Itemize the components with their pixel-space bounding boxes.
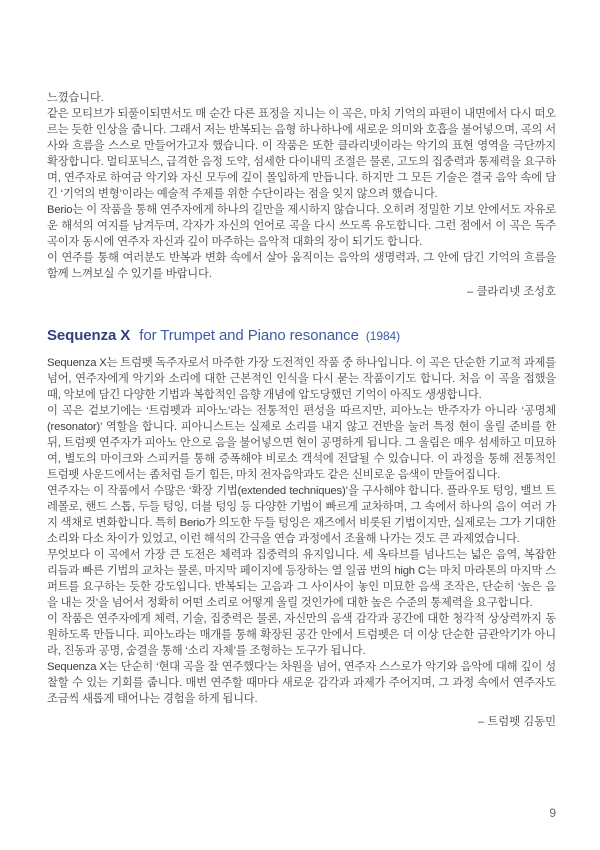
piece-subtitle: for Trumpet and Piano resonance bbox=[139, 327, 359, 344]
paragraph: 같은 모티브가 되풀이되면서도 매 순간 다른 표정을 지니는 이 곡은, 마치 기억의 파편이 내면에서 다시 떠오르는 듯한 인상을 줍니다. 그래서 저는 반복되는 음형 하나하나에 새로운 의미와 호흡을 불어넣으며, 곡의 서사와 흐름을 스스로 만들어가고자 했습니다. 이 작품은 또한 클라리넷이라는 악기의 표현 영역을 극단까지 확장합니다. 멀티포닉스, 급격한 음정 도약, 섬세한 다이내믹 조절은 물론, 고도의 집중력과 통제력을 요구하며, 연주자로 하여금 악기와 자신 모두에 깊이 몰입하게 만듭니다. 하지만 그 모든 기술은 결국 음악 속에 담긴 ‘기억의 변형’이라는 예술적 주제를 위한 수단이라는 점을 잊지 않으려 했습니다. bbox=[47, 108, 556, 200]
paragraph: 연주자는 이 작품에서 수많은 ‘확장 기법(extended techniques)’을 구사해야 합니다. 플라우토 텅잉, 밸브 트레몰로, 핸드 스톱, 두들 텅잉, 더블 텅잉 등 다양한 기법이 빠르게 교차하며, 그 속에서 하나의 음이 여러 가지 색채로 변화합니다. 특히 Berio가 의도한 두들 텅잉은 재즈에서 비롯된 기법이지만, 실제로는 그가 기대한 소리와 다소 차이가 있었고, 이런 해석의 간극을 연습 과정에서 조율해 나가는 것도 큰 과제였습니다. bbox=[47, 485, 556, 545]
signature-clarinetist: – 클라리넷 조성호 bbox=[467, 286, 556, 298]
paragraph: Berio는 이 작품을 통해 연주자에게 하나의 길만을 제시하지 않습니다. 오히려 정밀한 기보 안에서도 자유로운 해석의 여지를 남겨두며, 각자가 자신의 언어로 곡을 다시 쓰도록 유도합니다. 그런 점에서 이 곡은 독주곡이자 동시에 연주자 자신과 깊이 마주하는 음악적 대화의 장이 되기도 합니다. bbox=[47, 204, 556, 248]
paragraph: 이 작품은 연주자에게 체력, 기술, 집중력은 물론, 자신만의 음색 감각과 공간에 대한 청각적 상상력까지 동원하도록 만듭니다. 피아노라는 매개를 통해 확장된 공간 안에서 트럼펫은 더 이상 단순한 금관악기가 아니라, 진동과 공명, 숨결을 통해 ‘소리 자체’를 조형하는 도구가 됩니다. bbox=[47, 613, 556, 657]
paragraph: 무엇보다 이 곡에서 가장 큰 도전은 체력과 집중력의 유지입니다. 세 옥타브를 넘나드는 넓은 음역, 복잡한 리듬과 빠른 기법의 교차는 물론, 마지막 페이지에 등장하는 열 일곱 번의 high C는 마치 마라톤의 마지막 스퍼트를 요구하는 듯한 강도입니다. 반복되는 고음과 그 사이사이 놓인 미묘한 음색 조작은, 단순히 ‘높은 음을 내는 것’을 넘어서 정확히 어떤 소리로 어떻게 울릴 것인가에 대한 높은 수준의 통제력을 요구합니다. bbox=[47, 549, 556, 609]
paragraph: 이 곡은 겉보기에는 ‘트럼펫과 피아노’라는 전통적인 편성을 따르지만, 피아노는 반주자가 아니라 ‘공명체(resonator)’ 역할을 합니다. 피아니스트는 실제로 소리를 내지 않고 건반을 눌러 특정 현이 울릴 준비를 한 뒤, 트럼펫 연주자가 피아노 안으로 음을 불어넣으면 현이 공명하게 됩니다. 그 울림은 매우 섬세하고 미묘하여, 별도의 마이크와 스피커를 통해 증폭해야 비로소 객석에 전달될 수 있습니다. 이 과정을 통해 전통적인 트럼펫 사운드에서는 좀처럼 듣기 힘든, 마치 전자음악과도 같은 신비로운 음색이 만들어집니다. bbox=[47, 405, 556, 481]
paragraph: 이 연주를 통해 여러분도 반복과 변화 속에서 살아 움직이는 음악의 생명력과, 그 안에 담긴 기억의 흐름을 함께 느껴보실 수 있기를 바랍니다. bbox=[47, 252, 556, 280]
paragraph-continuation: 느꼈습니다. bbox=[47, 92, 104, 104]
paragraph: Sequenza X는 단순히 ‘현대 곡을 잘 연주했다’는 차원을 넘어, 연주자 스스로가 악기와 음악에 대해 깊이 성찰할 수 있는 기회를 줍니다. 매번 연주할 때마다 새로운 감각과 과제가 주어지며, 그 과정 속에서 연주자도 조금씩 새롭게 태어나는 경험을 하게 됩니다. bbox=[47, 661, 556, 705]
page-content bbox=[47, 90, 556, 730]
piece-heading bbox=[47, 326, 556, 346]
piece-year: (1984) bbox=[365, 329, 400, 343]
piece-title: Sequenza X bbox=[47, 327, 131, 344]
page-number: 9 bbox=[549, 806, 556, 820]
signature-trumpeter: – 트럼펫 김동민 bbox=[477, 716, 556, 728]
paragraph: Sequenza X는 트럼펫 독주자로서 마주한 가장 도전적인 작품 중 하나입니다. 이 곡은 단순한 기교적 과제를 넘어, 연주자에게 악기와 소리에 대한 근본적인 인식을 다시 묻는 작품이기도 합니다. 처음 이 곡을 접했을 때, 악보에 담긴 다양한 기법과 복합적인 음향 개념에 압도당했던 기억이 아직도 생생합니다. bbox=[47, 357, 556, 401]
